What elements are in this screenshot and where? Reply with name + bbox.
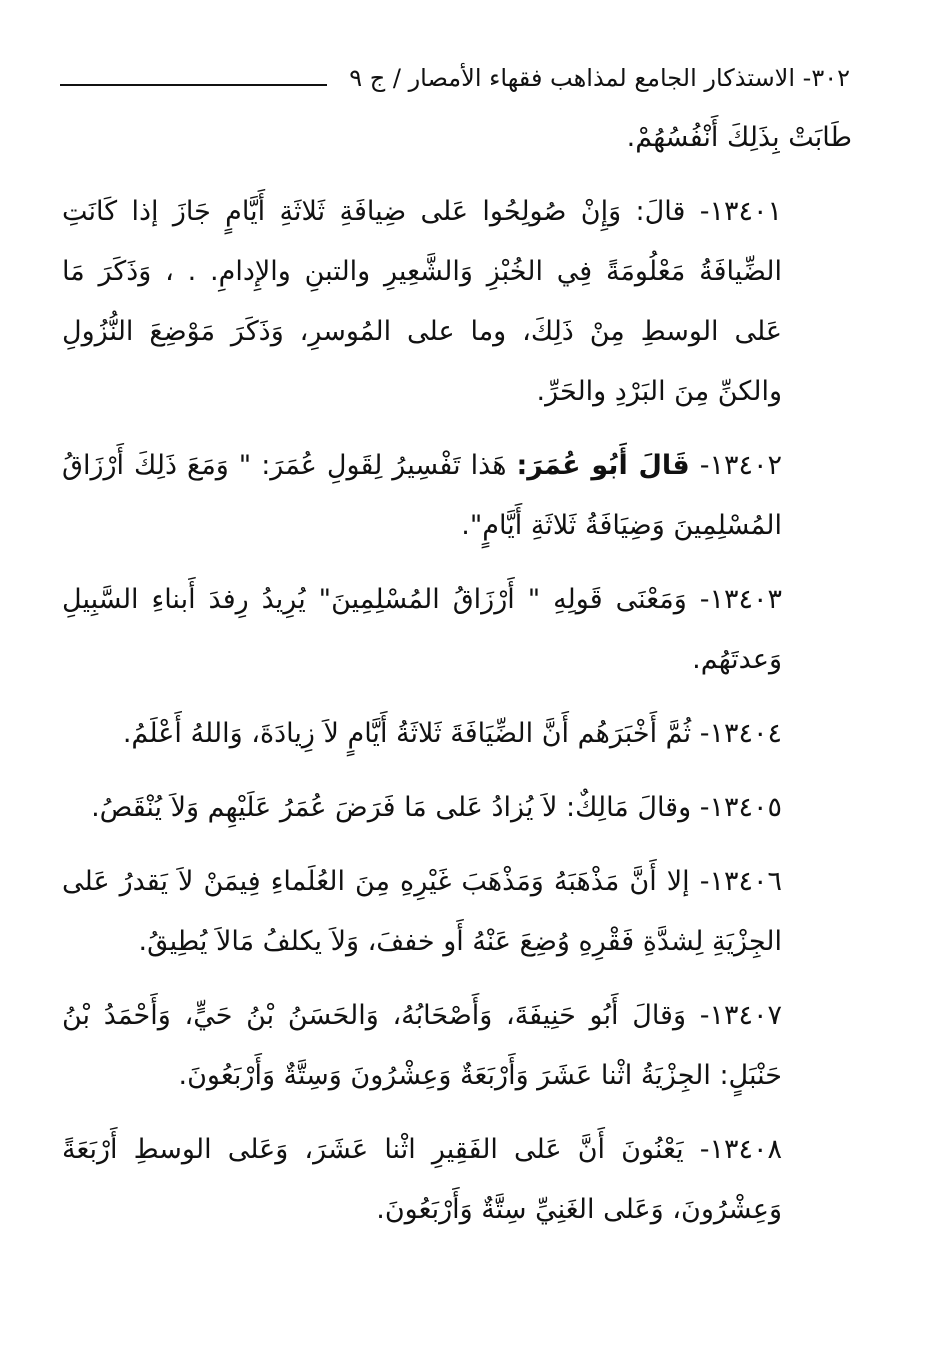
paragraph-number: ١٣٤٠١- bbox=[699, 196, 782, 227]
paragraph-13403 bbox=[62, 570, 852, 690]
paragraph-text: وَقالَ أَبُو حَنِيفَةَ، وَأَصْحَابُهُ، وَالحَسَنُ بْنُ حَيٍّ، وَأَحْمَدُ بْنُ حَنْبَلٍ: الجِزْيَةُ اثْنا عَشَرَ وَأَرْبَعَةٌ وَعِشْرُونَ وَسِتَّةٌ وَأَرْبَعُونَ. bbox=[62, 1000, 782, 1091]
paragraph-text: طَابَتْ بِذَلِكَ أَنْفُسُهُمْ. bbox=[626, 122, 852, 153]
paragraph-text: قالَ: وَإِنْ صُولِحُوا عَلى ضِيافَةِ ثَلاثَةِ أَيَّامٍ جَازَ إذا كَانَتِ الضِّيافَةُ مَعْلُومَةً فِي الخُبْزِ وَالشَّعِيرِ والتبنِ والإِدامِ. . ، وَذَكَرَ مَا عَلى الوسطِ مِنْ ذَلِكَ، وما على المُوسرِ، وَذَكَرَ مَوْضِعَ النُّزُولِ والكنِّ مِنَ البَرْدِ والحَرِّ. bbox=[62, 196, 782, 407]
paragraph-text: وَمَعْنَى قَولِهِ " أَرْزَاقُ المُسْلِمِينَ" يُرِيدُ رِفدَ أَبناءِ السَّبِيلِ وَعدتَهُم. bbox=[62, 584, 782, 675]
paragraph-number: ١٣٤٠٦- bbox=[699, 866, 782, 897]
paragraph-number: ١٣٤٠٤- bbox=[699, 718, 782, 749]
body-text bbox=[62, 108, 852, 1254]
paragraph-13405 bbox=[62, 778, 852, 838]
paragraph-continuation bbox=[62, 108, 852, 168]
paragraph-text: وقالَ مَالِكٌ: لاَ يُزادُ عَلى مَا فَرَضَ عُمَرُ عَلَيْهِم وَلاَ يُنْقَصُ. bbox=[91, 792, 692, 823]
paragraph-13406 bbox=[62, 852, 852, 972]
paragraph-lead: قَالَ أَبُو عُمَرَ: bbox=[516, 450, 690, 481]
paragraph-number: ١٣٤٠٢- bbox=[699, 450, 782, 481]
paragraph-13408 bbox=[62, 1120, 852, 1240]
paragraph-text: هَذا تَفْسِيرُ لِقَولِ عُمَرَ: " وَمَعَ ذَلِكَ أَرْزَاقُ المُسْلِمِينَ وَضِيَافَةُ ثَلاثَةِ أَيَّامٍ". bbox=[62, 450, 782, 541]
paragraph-number: ١٣٤٠٣- bbox=[699, 584, 783, 615]
paragraph-13404 bbox=[62, 704, 852, 764]
header-rule bbox=[60, 84, 327, 86]
running-header bbox=[60, 58, 850, 98]
header-title: ٣٠٢- الاستذكار الجامع لمذاهب فقهاء الأمصار / ج ٩ bbox=[349, 64, 850, 92]
paragraph-text: إلا أَنَّ مَذْهَبَهُ وَمَذْهَبَ غَيْرِهِ مِنَ العُلَماءِ فِيمَنْ لاَ يَقدرُ عَلى الجِزْيَةِ لِشدَّةِ فَقْرِهِ وُضِعَ عَنْهُ أَو خففَ، وَلاَ يكلفُ مَالاَ يُطِيقُ. bbox=[62, 866, 782, 957]
paragraph-text: يَعْنُونَ أَنَّ عَلى الفَقِيرِ اثْنا عَشَرَ، وَعَلى الوسطِ أَرْبَعَةً وَعِشْرُونَ، وَعَلى الغَنِيِّ سِتَّةٌ وَأَرْبَعُونَ. bbox=[62, 1134, 782, 1225]
paragraph-13407 bbox=[62, 986, 852, 1106]
paragraph-13402 bbox=[62, 436, 852, 556]
paragraph-text: ثُمَّ أَخْبَرَهُم أَنَّ الضِّيَافَةَ ثَلاثَةُ أَيَّامٍ لاَ زِيادَةَ، وَاللهُ أَعْلَمُ. bbox=[122, 718, 692, 749]
paragraph-number: ١٣٤٠٨- bbox=[699, 1134, 782, 1165]
paragraph-13401 bbox=[62, 182, 852, 422]
paragraph-number: ١٣٤٠٥- bbox=[699, 792, 782, 823]
paragraph-number: ١٣٤٠٧- bbox=[699, 1000, 782, 1031]
